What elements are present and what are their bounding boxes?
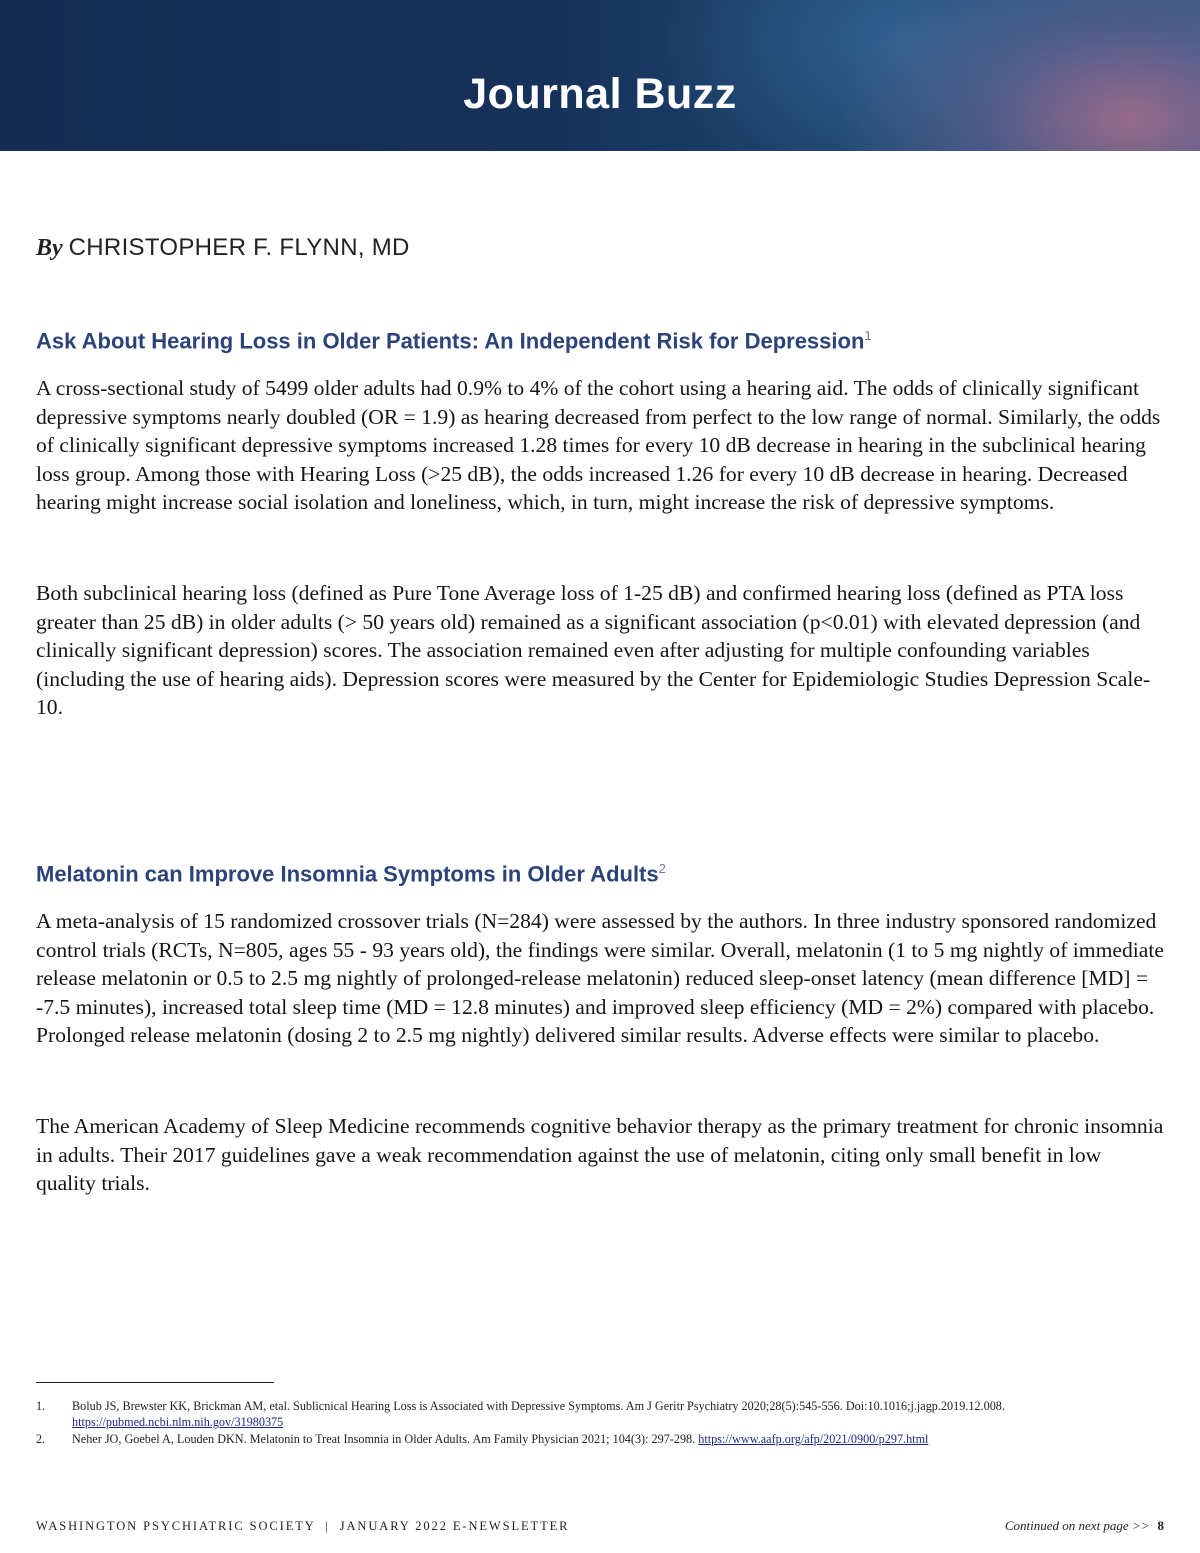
article-paragraph: A cross-sectional study of 5499 older adults had 0.9% to 4% of the cohort using a hearing aid. The odds of clinically significant depressive symptoms nearly doubled (OR = 1.9) as hearing decreased from perfect to the low range of normal. Similarly, the odds of clinically significant depressive symptoms increased 1.28 times for every 10 dB decrease in hearing in the subclinical hearing loss group. Among those with Hearing Loss (>25 dB), the odds increased 1.26 for every 10 dB decrease in hearing. Decreased hearing might increase social isolation and loneliness, which, in turn, might increase the risk of depressive symptoms.	[36, 376, 1161, 514]
reference-marker: 1	[864, 328, 872, 343]
article-paragraph: A meta-analysis of 15 randomized crossover trials (N=284) were assessed by the authors. In three industry sponsored randomized control trials (RCTs, N=805, ages 55 - 93 years old), the findings were similar. Overall, melatonin (1 to 5 mg nightly of immediate release melatonin or 0.5 to 2.5 mg nightly of prolonged-release melatonin) reduced sleep-onset latency (mean difference [MD] = -7.5 minutes), increased total sleep time (MD = 12.8 minutes) and improved sleep efficiency (MD = 2%) compared with placebo. Prolonged release melatonin (dosing 2 to 2.5 mg nightly) delivered similar results. Adverse effects were similar to placebo.	[36, 909, 1164, 1047]
footnote-text: Bolub JS, Brewster KK, Brickman AM, etal. Sublicnical Hearing Loss is Associated with Depressive Symptoms. Am J Geritr Psychiatry 2020;28(5):545-556. Doi:10.1016;j.jagp.2019.12.008.	[72, 1399, 1005, 1413]
footnote-item	[36, 1431, 1166, 1447]
footnote-item	[36, 1398, 1166, 1430]
footer-pagination	[1005, 1518, 1164, 1534]
page-title: Journal Buzz	[463, 70, 737, 118]
article-heading-text: Ask About Hearing Loss in Older Patients: An Independent Risk for Depression	[36, 328, 865, 354]
footnote-body	[72, 1398, 1166, 1430]
header-banner	[0, 0, 1200, 151]
page-number: 8	[1157, 1518, 1164, 1533]
reference-marker: 2	[658, 861, 666, 876]
article-paragraph: The American Academy of Sleep Medicine recommends cognitive behavior therapy as the primary treatment for chronic insomnia in adults. Their 2017 guidelines gave a weak recommendation against the use of melatonin, citing only small benefit in low quality trials.	[36, 1114, 1164, 1195]
article-paragraph: Both subclinical hearing loss (defined as Pure Tone Average loss of 1-25 dB) and confirmed hearing loss (defined as PTA loss greater than 25 dB) in older adults (> 50 years old) remained as a significant association (p<0.01) with elevated depression (and clinically significant depression) scores. The association remained even after adjusting for multiple confounding variables (including the use of hearing aids). Depression scores were measured by the Center for Epidemiologic Studies Depression Scale-10.	[36, 581, 1151, 719]
footnote-number: 1.	[36, 1399, 46, 1413]
article-heading-hearing-loss	[36, 328, 872, 354]
footnote-text: Neher JO, Goebel A, Louden DKN. Melatonin to Treat Insomnia in Older Adults. Am Family Physician 2021; 104(3): 297-298.	[72, 1432, 696, 1446]
article-heading-melatonin	[36, 861, 666, 887]
footer-publication: WASHINGTON PSYCHIATRIC SOCIETY | JANUARY 2022 E-NEWSLETTER	[36, 1519, 570, 1533]
footnote-number: 2.	[36, 1432, 46, 1446]
footnote-link[interactable]: https://pubmed.ncbi.nlm.nih.gov/31980375	[72, 1415, 284, 1429]
byline-author: CHRISTOPHER F. FLYNN, MD	[68, 234, 410, 261]
footnote-divider	[36, 1382, 274, 1383]
footnote-link[interactable]: https://www.aafp.org/afp/2021/0900/p297.html	[698, 1432, 929, 1446]
footnotes	[36, 1398, 1166, 1448]
continued-note: Continued on next page >>	[1004, 1518, 1150, 1533]
byline	[36, 234, 410, 262]
byline-prefix: By	[36, 235, 63, 261]
article-heading-text: Melatonin can Improve Insomnia Symptoms in Older Adults	[36, 861, 659, 887]
footnote-body	[72, 1431, 1166, 1447]
